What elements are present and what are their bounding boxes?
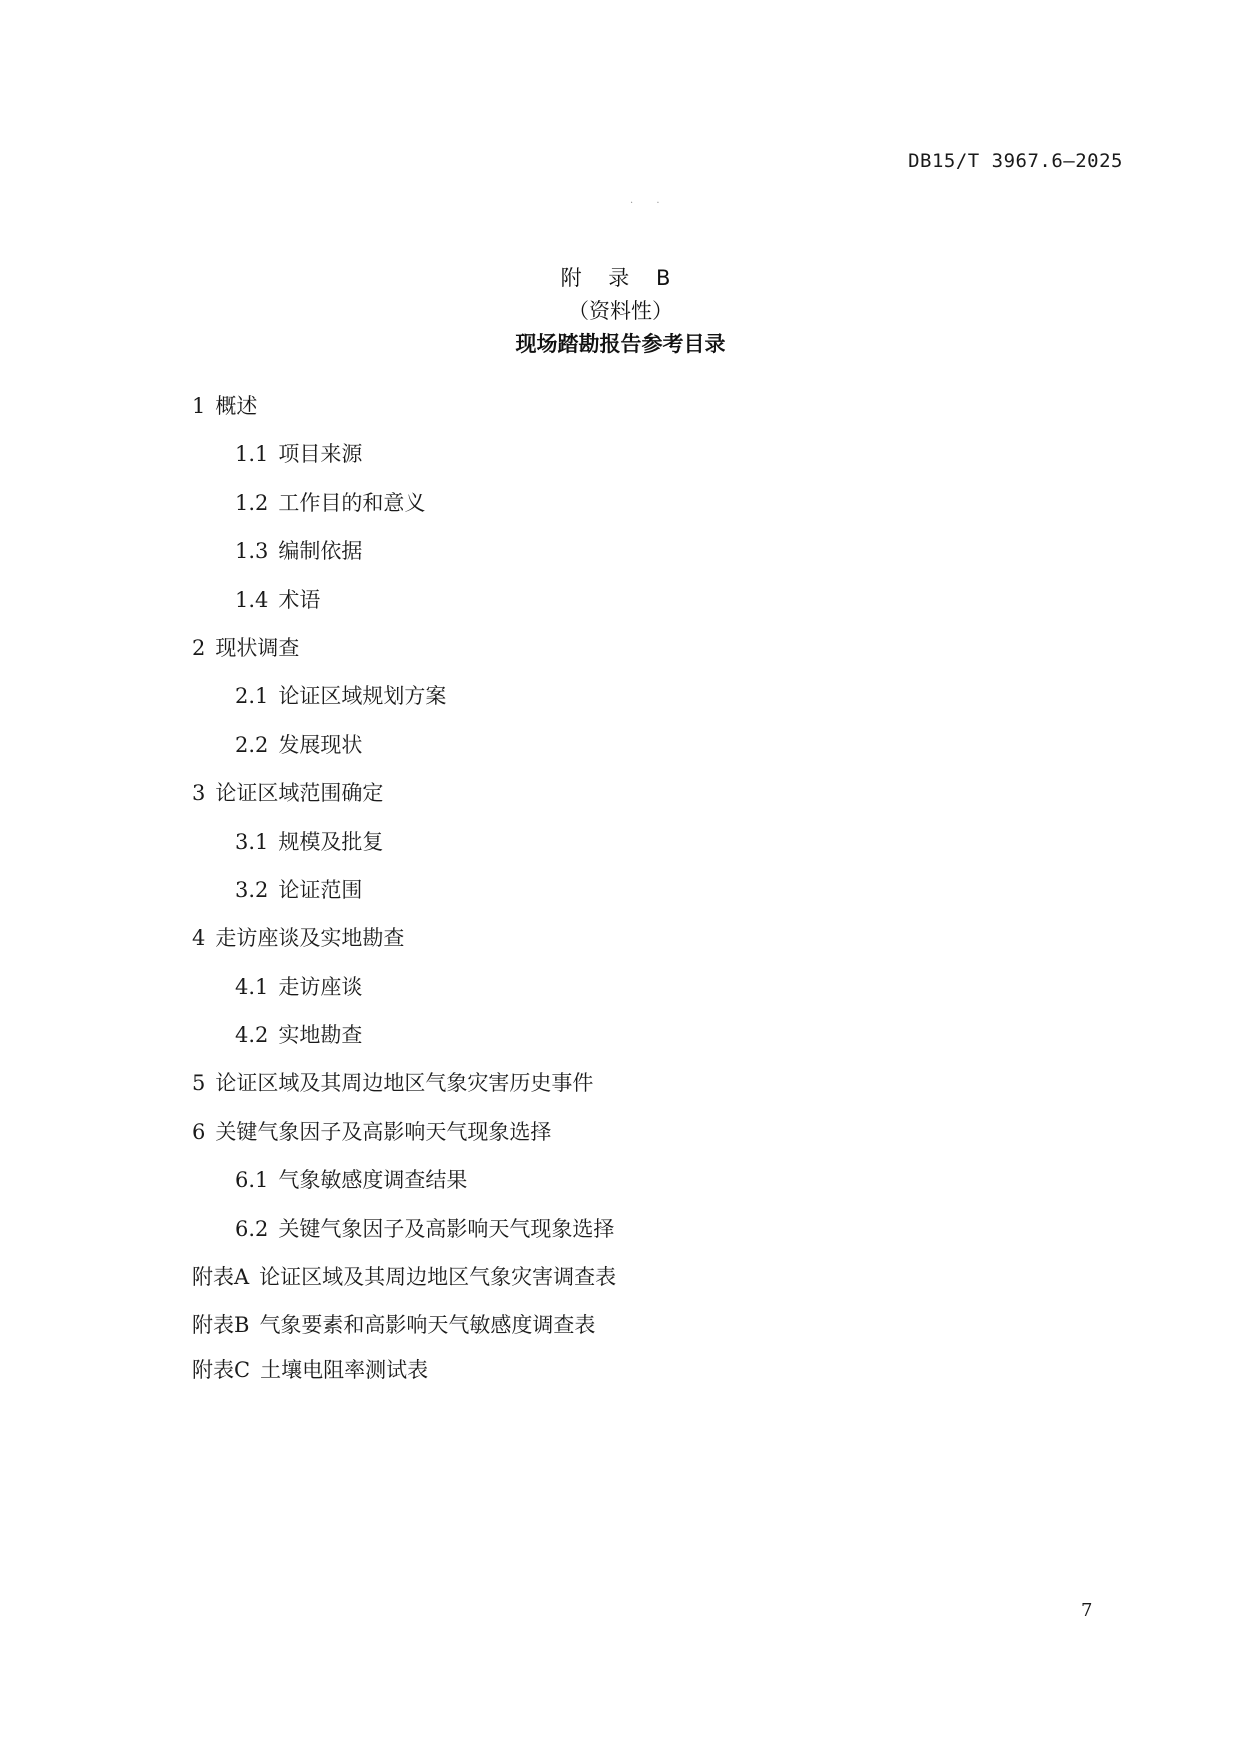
toc-item-number: 4.1: [235, 974, 269, 999]
toc-item-text: 发展现状: [278, 732, 363, 757]
toc-item-number: 3: [192, 781, 206, 806]
toc-item-text: 项目来源: [278, 442, 363, 467]
toc-item-text: 走访座谈: [278, 974, 363, 999]
toc-item: [192, 1011, 1092, 1059]
toc-item-number: 6.1: [235, 1168, 269, 1193]
toc-item-text: 关键气象因子及高影响天气现象选择: [278, 1216, 615, 1241]
toc-item-text: 术语: [278, 587, 321, 612]
toc-item-text: 论证区域范围确定: [215, 781, 384, 806]
toc-item: [192, 1253, 1092, 1301]
toc-item: [192, 1108, 1092, 1156]
toc-item-text: 论证区域及其周边地区气象灾害历史事件: [215, 1071, 594, 1096]
toc-item: [192, 866, 1092, 914]
table-of-contents: [192, 382, 1092, 1390]
toc-item-number: 附表C: [192, 1357, 251, 1382]
toc-item-number: 6.2: [235, 1216, 269, 1241]
appendix-nature: （资料性）: [568, 299, 673, 323]
toc-item-number: 2: [192, 635, 206, 660]
toc-item-number: 3.2: [235, 877, 269, 902]
toc-item: [192, 479, 1092, 527]
toc-item: [192, 624, 1092, 672]
toc-item: [192, 672, 1092, 720]
toc-item-number: 2.1: [235, 684, 269, 709]
toc-item-number: 1.2: [235, 490, 269, 515]
toc-item-number: 附表B: [192, 1313, 250, 1338]
toc-item: [192, 527, 1092, 575]
toc-item: [192, 576, 1092, 624]
toc-item-number: 1.4: [235, 587, 269, 612]
toc-item-number: 6: [192, 1119, 206, 1144]
document-code: DB15/T 3967.6—2025: [908, 150, 1123, 172]
toc-item-number: 附表A: [192, 1265, 250, 1290]
toc-item-text: 论证区域及其周边地区气象灾害调查表: [259, 1265, 617, 1290]
toc-item-text: 论证区域规划方案: [278, 684, 447, 709]
toc-item-text: 走访座谈及实地勘查: [215, 926, 405, 951]
toc-item-text: 实地勘查: [278, 1023, 363, 1048]
toc-item: [192, 914, 1092, 962]
page-title: 现场踏勘报告参考目录: [515, 332, 726, 356]
toc-item-text: 规模及批复: [278, 829, 384, 854]
toc-item: [192, 1156, 1092, 1204]
toc-item-number: 5: [192, 1071, 206, 1096]
toc-item: [192, 382, 1092, 430]
toc-item-text: 气象敏感度调查结果: [278, 1168, 468, 1193]
toc-item-number: 1.1: [235, 442, 269, 467]
toc-item-text: 编制依据: [278, 539, 363, 564]
toc-item-text: 气象要素和高影响天气敏感度调查表: [259, 1313, 596, 1338]
header-marks: · ·: [630, 198, 670, 209]
toc-item-number: 4: [192, 926, 206, 951]
appendix-title-block: [0, 262, 1241, 361]
toc-item: [192, 1059, 1092, 1107]
toc-item: [192, 963, 1092, 1011]
toc-item: [192, 1205, 1092, 1253]
toc-item-text: 关键气象因子及高影响天气现象选择: [215, 1119, 552, 1144]
appendix-label: 附 录 B: [560, 266, 681, 290]
toc-item-text: 土壤电阻率测试表: [260, 1357, 429, 1382]
toc-item-number: 3.1: [235, 829, 269, 854]
toc-item: [192, 769, 1092, 817]
toc-item-text: 工作目的和意义: [278, 490, 426, 515]
toc-item-text: 论证范围: [278, 877, 363, 902]
toc-item-number: 4.2: [235, 1023, 269, 1048]
toc-item-number: 1.3: [235, 539, 269, 564]
toc-item-text: 概述: [215, 394, 258, 418]
toc-item-text: 现状调查: [215, 635, 300, 660]
toc-item: [192, 1350, 1092, 1390]
toc-item-number: 2.2: [235, 732, 269, 757]
toc-item: [192, 818, 1092, 866]
toc-item: [192, 430, 1092, 478]
page-number: 7: [1081, 1600, 1093, 1621]
toc-item: [192, 721, 1092, 769]
toc-item: [192, 1301, 1092, 1349]
toc-item-number: 1: [192, 394, 206, 418]
